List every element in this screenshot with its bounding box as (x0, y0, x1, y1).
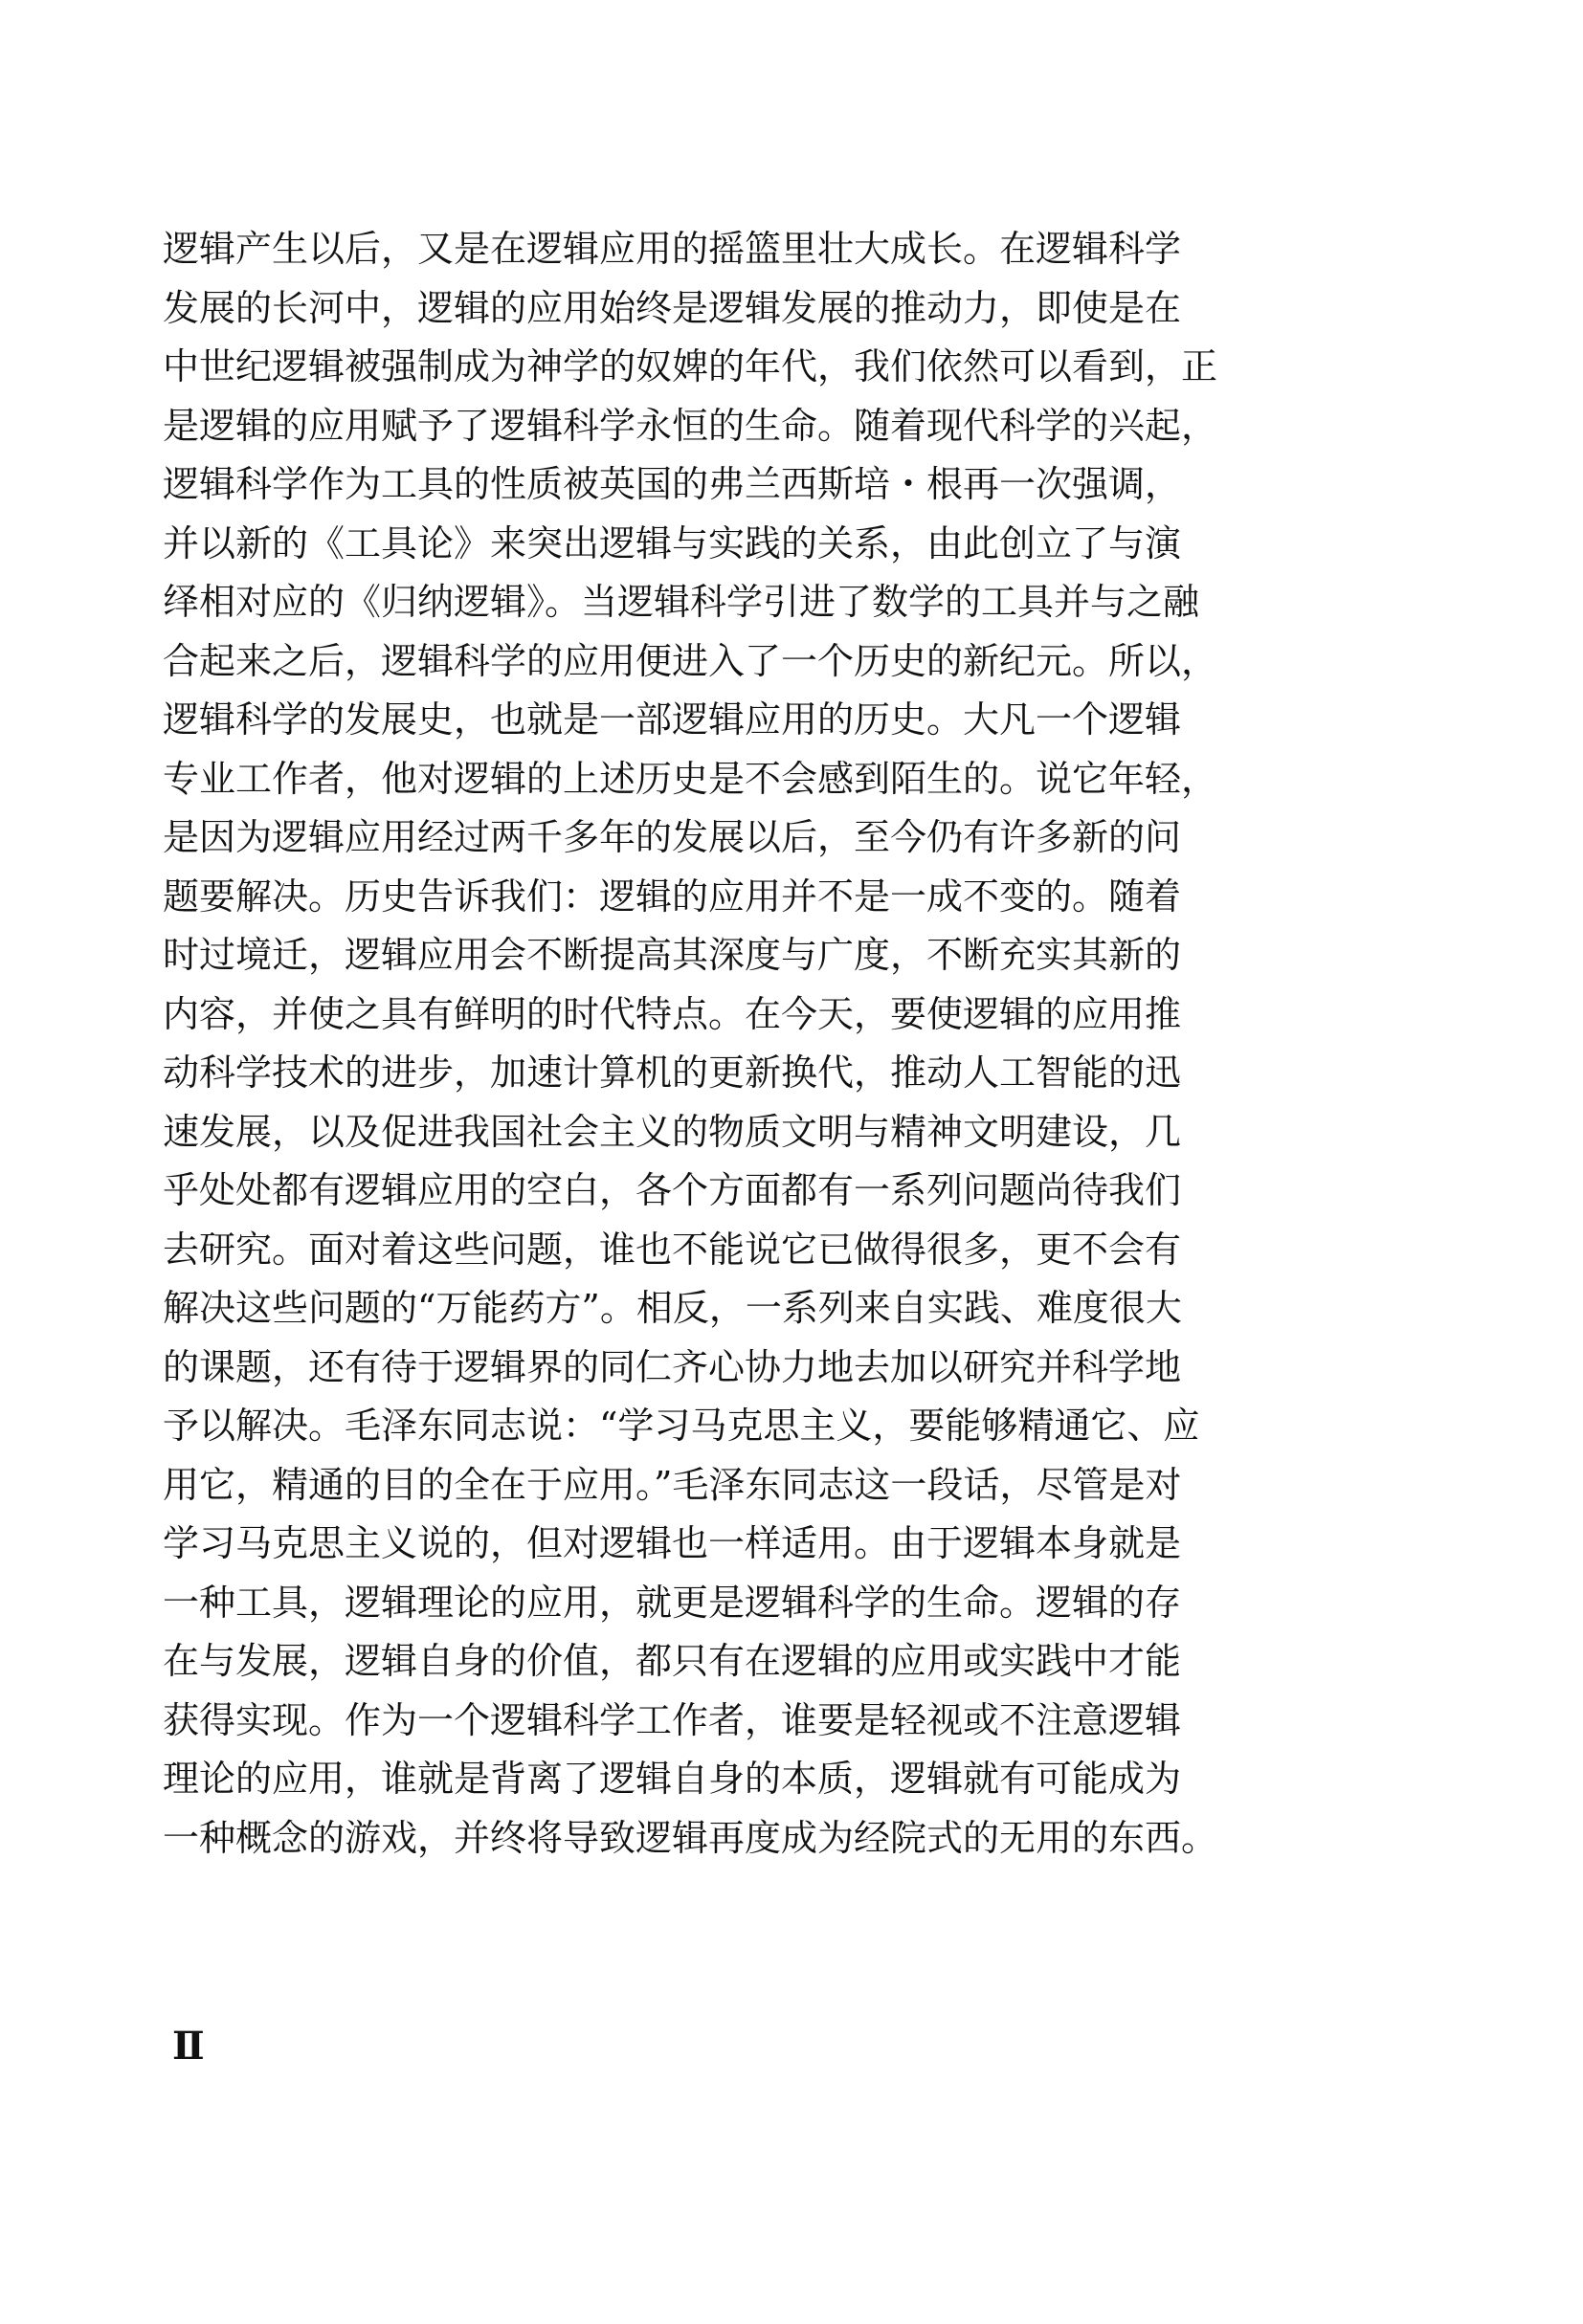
text-line: 动科学技术的进步，加速计算机的更新换代，推动人工智能的迅 (163, 1051, 1182, 1094)
text-line: 的课题，还有待于逻辑界的同仁齐心协力地去加以研究并科学地 (163, 1345, 1182, 1388)
text-line: 逻辑科学的发展史，也就是一部逻辑应用的历史。大凡一个逻辑 (163, 698, 1182, 741)
text-line: 在与发展，逻辑自身的价值，都只有在逻辑的应用或实践中才能 (163, 1640, 1182, 1682)
text-line: 并以新的《工具论》来突出逻辑与实践的关系，由此创立了与演 (163, 521, 1182, 564)
text-line: 解决这些问题的“万能药方”。相反，一系列来自实践、难度很大 (163, 1287, 1182, 1329)
text-line: 逻辑产生以后，又是在逻辑应用的摇篮里壮大成长。在逻辑科学 (163, 228, 1182, 270)
text-line: 获得实现。作为一个逻辑科学工作者，谁要是轻视或不注意逻辑 (163, 1698, 1182, 1741)
text-line: 题要解决。历史告诉我们：逻辑的应用并不是一成不变的。随着 (163, 874, 1182, 918)
text-line: 内容，并使之具有鲜明的时代特点。在今天，要使逻辑的应用推 (163, 992, 1182, 1035)
text-line: 是因为逻辑应用经过两千多年的发展以后，至今仍有许多新的问 (163, 816, 1182, 858)
page-number: Ⅱ (172, 2024, 205, 2069)
text-line: 发展的长河中，逻辑的应用始终是逻辑发展的推动力，即使是在 (163, 286, 1182, 329)
text-line: 去研究。面对着这些问题，谁也不能说它已做得很多，更不会有 (163, 1228, 1182, 1271)
text-line: 合起来之后，逻辑科学的应用便进入了一个历史的新纪元。所以， (163, 639, 1218, 682)
text-line: 专业工作者，他对逻辑的上述历史是不会感到陌生的。说它年轻， (163, 757, 1218, 800)
text-line: 逻辑科学作为工具的性质被英国的弗兰西斯培・根再一次强调， (163, 463, 1182, 505)
text-line: 是逻辑的应用赋予了逻辑科学永恒的生命。随着现代科学的兴起， (163, 404, 1218, 447)
text-line: 绎相对应的《归纳逻辑》。当逻辑科学引进了数学的工具并与之融 (163, 581, 1200, 623)
text-line: 学习马克思主义说的，但对逻辑也一样适用。由于逻辑本身就是 (163, 1522, 1182, 1564)
text-line: 中世纪逻辑被强制成为神学的奴婢的年代，我们依然可以看到，正 (163, 345, 1218, 387)
text-line: 用它，精通的目的全在于应用。”毛泽东同志这一段话，尽管是对 (163, 1463, 1182, 1506)
text-line: 一种概念的游戏，并终将导致逻辑再度成为经院式的无用的东西。 (163, 1816, 1218, 1859)
text-line: 时过境迁，逻辑应用会不断提高其深度与广度，不断充实其新的 (163, 934, 1182, 976)
text-line: 速发展，以及促进我国社会主义的物质文明与精神文明建设，几 (163, 1110, 1182, 1153)
text-line: 一种工具，逻辑理论的应用，就更是逻辑科学的生命。逻辑的存 (163, 1581, 1182, 1624)
body-text (163, 220, 1311, 1868)
text-line: 乎处处都有逻辑应用的空白，各个方面都有一系列问题尚待我们 (163, 1169, 1182, 1211)
text-line: 予以解决。毛泽东同志说：“学习马克思主义，要能够精通它、应 (163, 1405, 1200, 1447)
text-line: 理论的应用，谁就是背离了逻辑自身的本质，逻辑就有可能成为 (163, 1758, 1182, 1800)
